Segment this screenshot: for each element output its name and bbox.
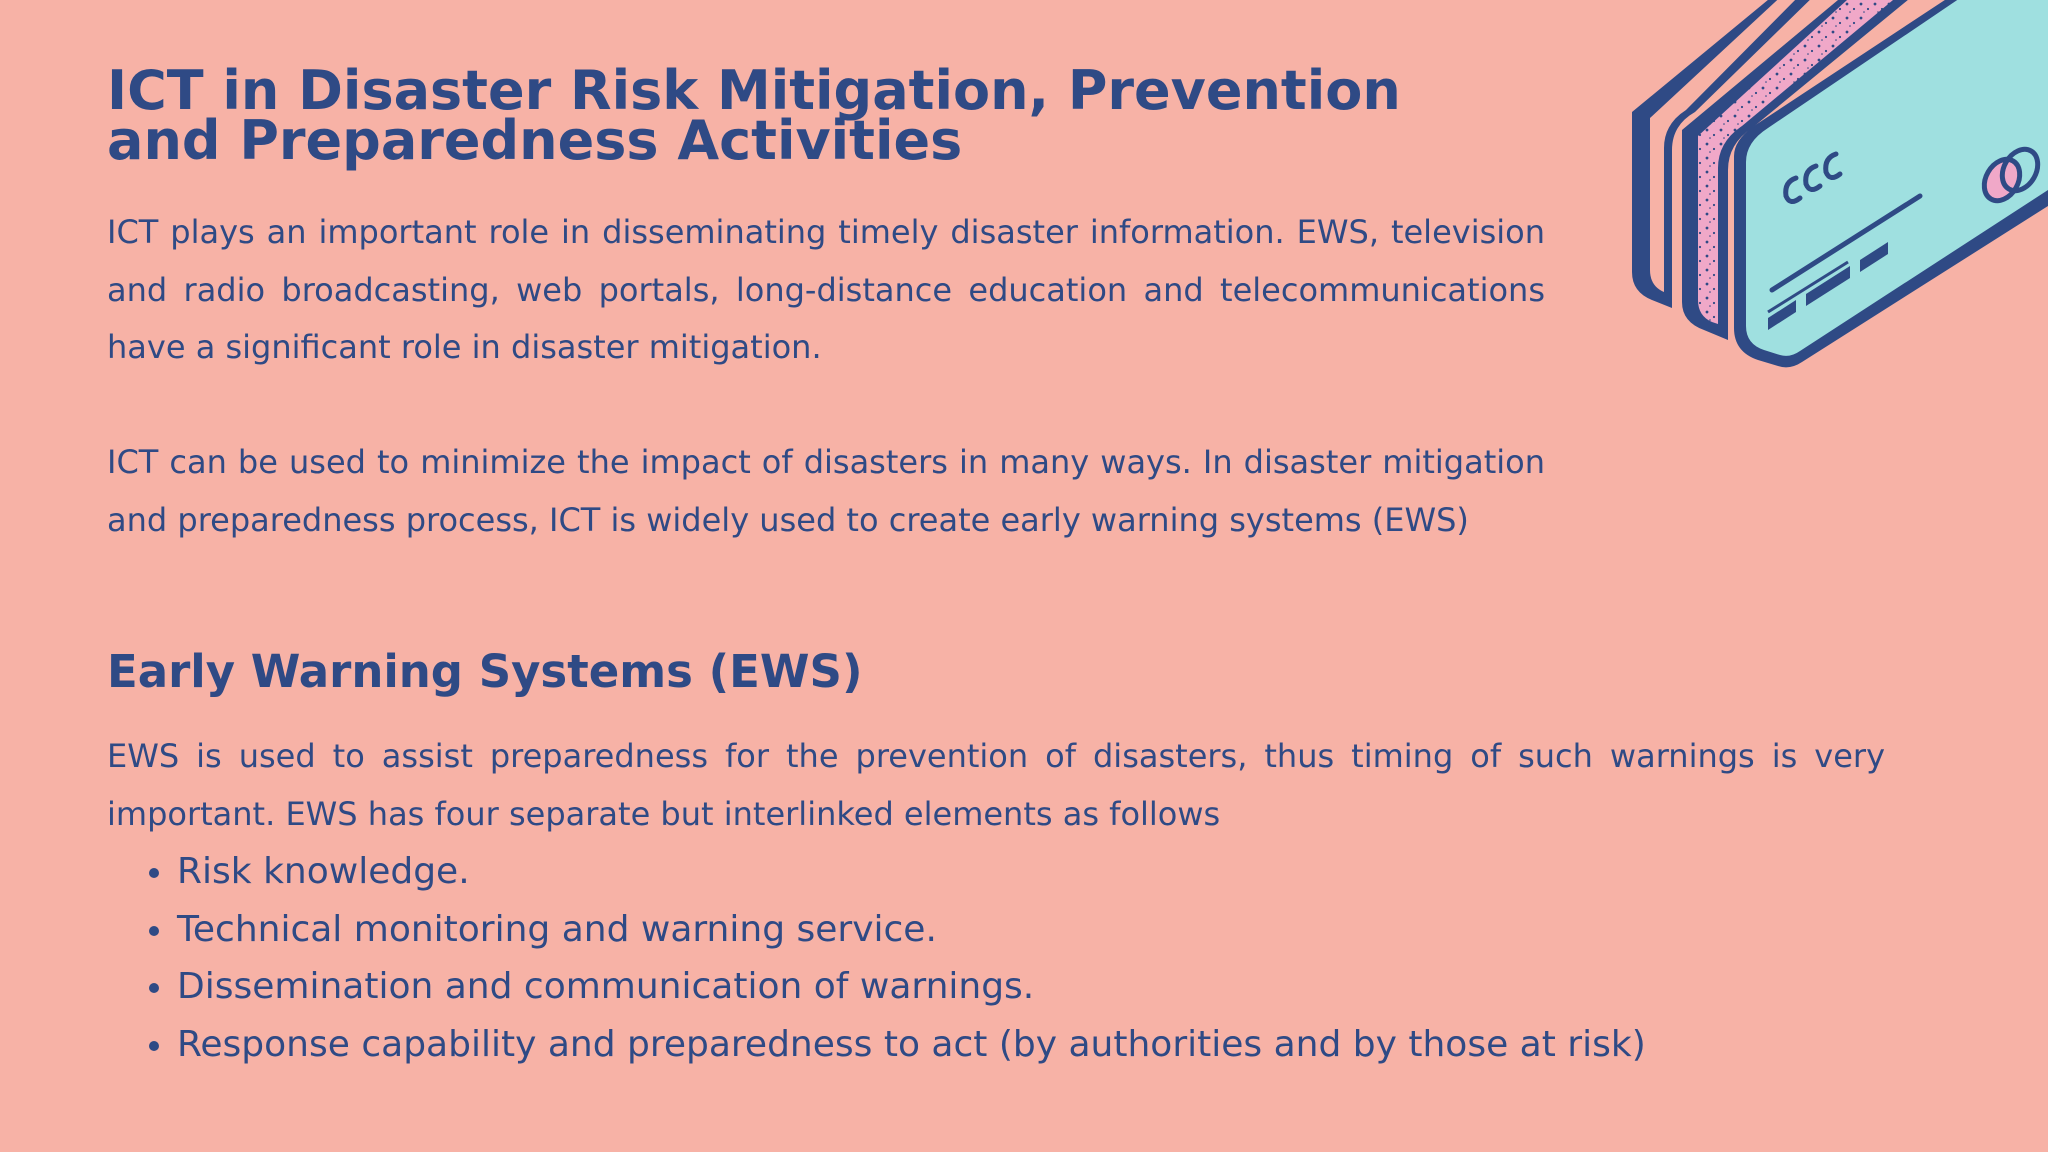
bullet-dot-icon	[149, 983, 159, 993]
list-item-text: Technical monitoring and warning service.	[177, 908, 937, 950]
section-subtitle: Early Warning Systems (EWS)	[107, 645, 863, 698]
list-item-text: Response capability and preparedness to act (by authorities and by those at risk)	[177, 1023, 1646, 1065]
credit-cards-icon	[1620, 0, 2048, 380]
list-item	[107, 958, 1646, 1016]
bullet-dot-icon	[149, 926, 159, 936]
paragraph-ews: EWS is used to assist preparedness for the prevention of disasters, thus timing of such warnings is very important. EWS has four separate but interlinked elements as follows	[107, 737, 1885, 833]
list-item	[107, 901, 1646, 959]
list-item	[107, 843, 1646, 901]
bullet-dot-icon	[149, 1041, 159, 1051]
list-item	[107, 1016, 1646, 1074]
slide-title: ICT in Disaster Risk Mitigation, Prevention and Preparedness Activities	[107, 59, 1401, 172]
ews-elements-list	[107, 843, 1646, 1073]
paragraph-ict-minimize: ICT can be used to minimize the impact of disasters in many ways. In disaster mitigation and preparedness process, ICT is widely used to create early warning systems (EWS)	[107, 443, 1545, 539]
list-item-text: Risk knowledge.	[177, 851, 470, 892]
list-item-text: Dissemination and communication of warnings.	[177, 966, 1035, 1007]
paragraph-ict-role: ICT plays an important role in disseminating timely disaster information. EWS, television and radio broadcasting, web portals, long-distance education and telecommunications have a significant role in disaster mitigation.	[107, 213, 1545, 366]
bullet-dot-icon	[149, 868, 159, 878]
